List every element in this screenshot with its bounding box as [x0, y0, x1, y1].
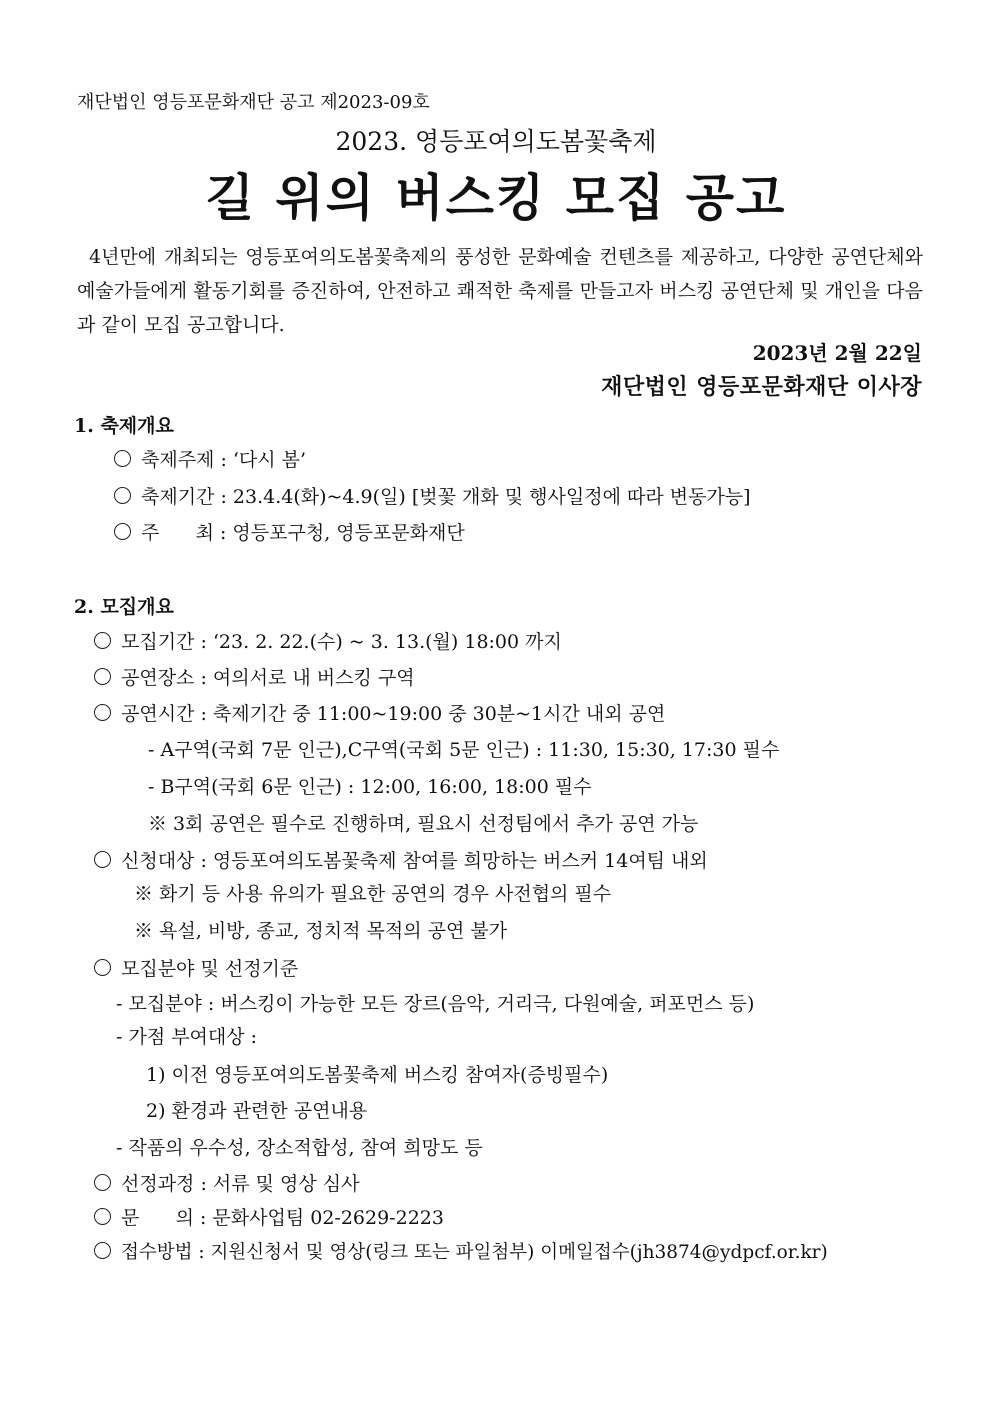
field-heading: 모집분야 및 선정기준 [94, 956, 298, 982]
notice-number: 재단법인 영등포문화재단 공고 제2023-09호 [77, 92, 430, 113]
section2-heading: 2. 모집개요 [74, 596, 174, 618]
circle-bullet-icon [94, 959, 111, 976]
intro-paragraph: 4년만에 개최되는 영등포여의도봄꽃축제의 풍성한 문화예술 컨텐츠를 제공하고, 다양한 공연단체와 예술가들에게 활동기회를 증진하여, 안전하고 쾌적한 축제를 만들고자 버스킹 공연단체 및 개인을 다음과 같이 모집 공고합니다. [77, 246, 923, 336]
recruit-period: 모집기간 : ‘23. 2. 22.(수) ~ 3. 13.(월) 18:00 까지 [94, 629, 562, 655]
festival-host: 주 최 : 영등포구청, 영등포문화재단 [114, 520, 465, 546]
selection-process: 선정과정 : 서류 및 영상 심사 [94, 1171, 360, 1197]
circle-bullet-icon [94, 1174, 111, 1191]
section1-heading: 1. 축제개요 [74, 415, 174, 437]
circle-bullet-icon [94, 1242, 111, 1259]
circle-bullet-icon [114, 450, 131, 467]
time-note: ※ 3회 공연은 필수로 진행하며, 필요시 선정팀에서 추가 공연 가능 [148, 813, 699, 835]
circle-bullet-icon [114, 487, 131, 504]
application-method: 접수방법 : 지원신청서 및 영상(링크 또는 파일첨부) 이메일접수(jh3874@ydpcf.or.kr) [94, 1240, 828, 1266]
notice-date: 2023년 2월 22일 [752, 341, 922, 365]
festival-subtitle: 2023. 영등포여의도봄꽃축제 [335, 127, 657, 156]
circle-bullet-icon [114, 523, 131, 540]
circle-bullet-icon [94, 704, 111, 721]
applicant-target: 신청대상 : 영등포여의도봄꽃축제 참여를 희망하는 버스커 14여팀 내외 [94, 848, 708, 874]
performance-venue: 공연장소 : 여의서로 내 버스킹 구역 [94, 665, 415, 691]
bonus-item-1: 1) 이전 영등포여의도봄꽃축제 버스킹 참여자(증빙필수) [146, 1064, 609, 1086]
zone-b-schedule: - B구역(국회 6문 인근) : 12:00, 16:00, 18:00 필수 [148, 776, 592, 798]
zone-a-schedule: - A구역(국회 7문 인근),C구역(국회 5문 인근) : 11:30, 15:30, 17:30 필수 [148, 739, 780, 761]
festival-theme: 축제주제 : ‘다시 봄’ [114, 447, 306, 473]
target-note-prohibited: ※ 욕설, 비방, 종교, 정치적 목적의 공연 불가 [134, 920, 508, 942]
page-title: 길 위의 버스킹 모집 공고 [205, 169, 787, 227]
contact-info: 문 의 : 문화사업팀 02-2629-2223 [94, 1205, 444, 1231]
recruit-field: - 모집분야 : 버스킹이 가능한 모든 장르(음악, 거리극, 다원예술, 퍼포먼스 등) [116, 993, 755, 1015]
issuer: 재단법인 영등포문화재단 이사장 [601, 374, 922, 400]
bonus-heading: - 가점 부여대상 : [116, 1026, 258, 1048]
selection-criteria: - 작품의 우수성, 장소적합성, 참여 희망도 등 [116, 1137, 483, 1159]
circle-bullet-icon [94, 632, 111, 649]
performance-time: 공연시간 : 축제기간 중 11:00~19:00 중 30분~1시간 내외 공연 [94, 701, 665, 727]
circle-bullet-icon [94, 851, 111, 868]
target-note-fire: ※ 화기 등 사용 유의가 필요한 공연의 경우 사전협의 필수 [134, 883, 612, 905]
circle-bullet-icon [94, 1208, 111, 1225]
festival-period: 축제기간 : 23.4.4(화)~4.9(일) [벚꽃 개화 및 행사일정에 따라 변동가능] [114, 484, 751, 510]
circle-bullet-icon [94, 668, 111, 685]
bonus-item-2: 2) 환경과 관련한 공연내용 [146, 1100, 368, 1122]
